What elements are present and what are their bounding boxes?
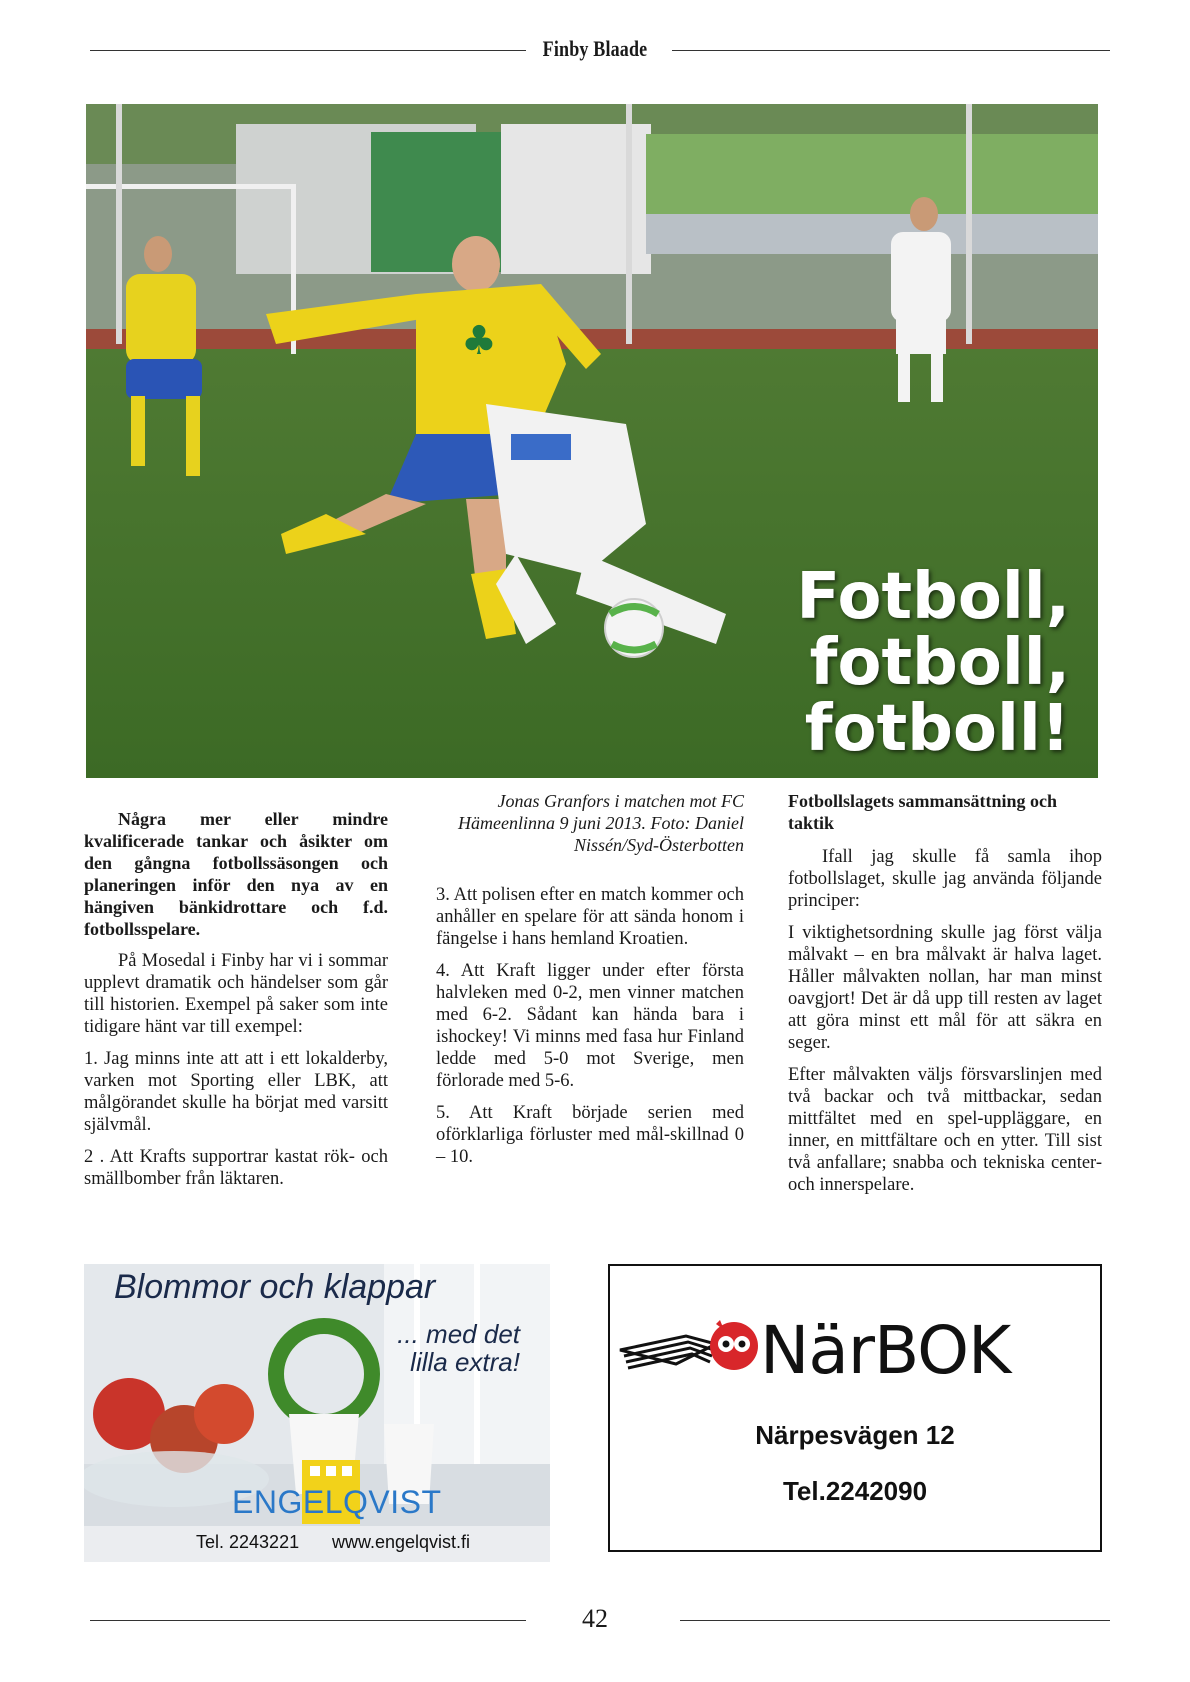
ad-engelqvist-tagline — [397, 1320, 520, 1376]
article-column-1 — [84, 808, 388, 1200]
article-point-1: 1. Jag minns inte att att i ett lokalderby, varken mot Sporting eller LBK, att målgörandet skulle ha börjat med varsitt självmål. — [84, 1049, 388, 1135]
article-point-5: 5. Att Kraft började serien med oförklarliga förluster med mål-skillnad 0 – 10. — [436, 1103, 744, 1167]
article-lead: Några mer eller mindre kvalificerade tankar och åsikter om den gångna fotbollssäsongen och planeringen inför den nya av en hängiven bänkidrottare och f.d. fotbollsspelare. — [84, 809, 388, 939]
svg-text:♣: ♣ — [461, 318, 497, 364]
article-paragraph-goalkeeper: I viktighetsordning skulle jag först välja målvakt – en bra målvakt är halva laget. Håller målvakten nollan, har man minst oavgjort! Det är då upp till resten av laget att göra minst ett mål för att säkra en seger. — [788, 923, 1102, 1053]
football-photo — [86, 104, 1098, 778]
headline-line-2: fotboll, — [809, 626, 1070, 700]
headline-line-1: Fotboll, — [796, 560, 1070, 634]
ad-narbok-phone: Tel.2242090 — [782, 1476, 928, 1506]
ad-engelqvist-phone: Tel. 2243221 — [196, 1532, 300, 1552]
ad-engelqvist-tagline-2: lilla extra! — [410, 1347, 520, 1377]
article-column-3 — [788, 790, 1102, 1206]
article-column-2 — [436, 790, 744, 1178]
article-point-4: 4. Att Kraft ligger under efter första halvleken med 0-2, men vinner matchen med 6-2. Sådant kan hända bara i ishockey! Vi minns med fasa hur Finland ledde med 5-0 mot Sverige, men förlorade med 5-6. — [436, 961, 744, 1091]
ad-narbok-logo: NärBOK — [760, 1312, 1011, 1389]
photo-caption: Jonas Granfors i matchen mot FC Hämeenlinna 9 juni 2013. Foto: Daniel Nissén/Syd-Österbotten — [458, 791, 744, 855]
book-owl-logo-icon — [616, 1306, 766, 1396]
article-point-3: 3. Att polisen efter en match kommer och anhåller en spelare för att sända honom i fängelse i hans hemland Kroatien. — [436, 885, 744, 949]
publication-title: Finby Blaade — [542, 36, 648, 61]
headline-line-3: fotboll! — [804, 692, 1070, 766]
ad-engelqvist-brand: ENGELQVIST — [232, 1484, 442, 1520]
ad-engelqvist — [84, 1264, 550, 1562]
article-subheading: Fotbollslagets sammansättning och taktik — [788, 791, 1058, 833]
page-number: 42 — [582, 1604, 608, 1633]
article-point-2: 2 . Att Krafts supportrar kastat rök- och smällbomber från läktaren. — [84, 1147, 388, 1189]
article-paragraph-defence: Efter målvakten väljs försvarslinjen med två backar och två mittbackar, sedan mittfältet med en spel-uppläggare, en inner, en mittfältare och en ytter. Till sist två anfallare; snabba och tekniska center- och innerspelare. — [788, 1065, 1102, 1195]
ad-narbok-address: Närpesvägen 12 — [755, 1420, 955, 1450]
ad-engelqvist-tagline-1: ... med det — [397, 1319, 520, 1349]
ad-engelqvist-website: www.engelqvist.fi — [332, 1532, 471, 1552]
ad-narbok — [608, 1264, 1102, 1552]
article-paragraph-principles: Ifall jag skulle få samla ihop fotbollslaget, skulle jag använda följande principer: — [788, 847, 1102, 911]
ad-engelqvist-title: Blommor och klappar — [114, 1268, 436, 1306]
article-intro: På Mosedal i Finby har vi i sommar upplevt dramatik och händelser som går till historien. Exempel på saker som inte tidigare hänt var till exempel: — [84, 951, 388, 1037]
article-headline — [796, 560, 1070, 766]
